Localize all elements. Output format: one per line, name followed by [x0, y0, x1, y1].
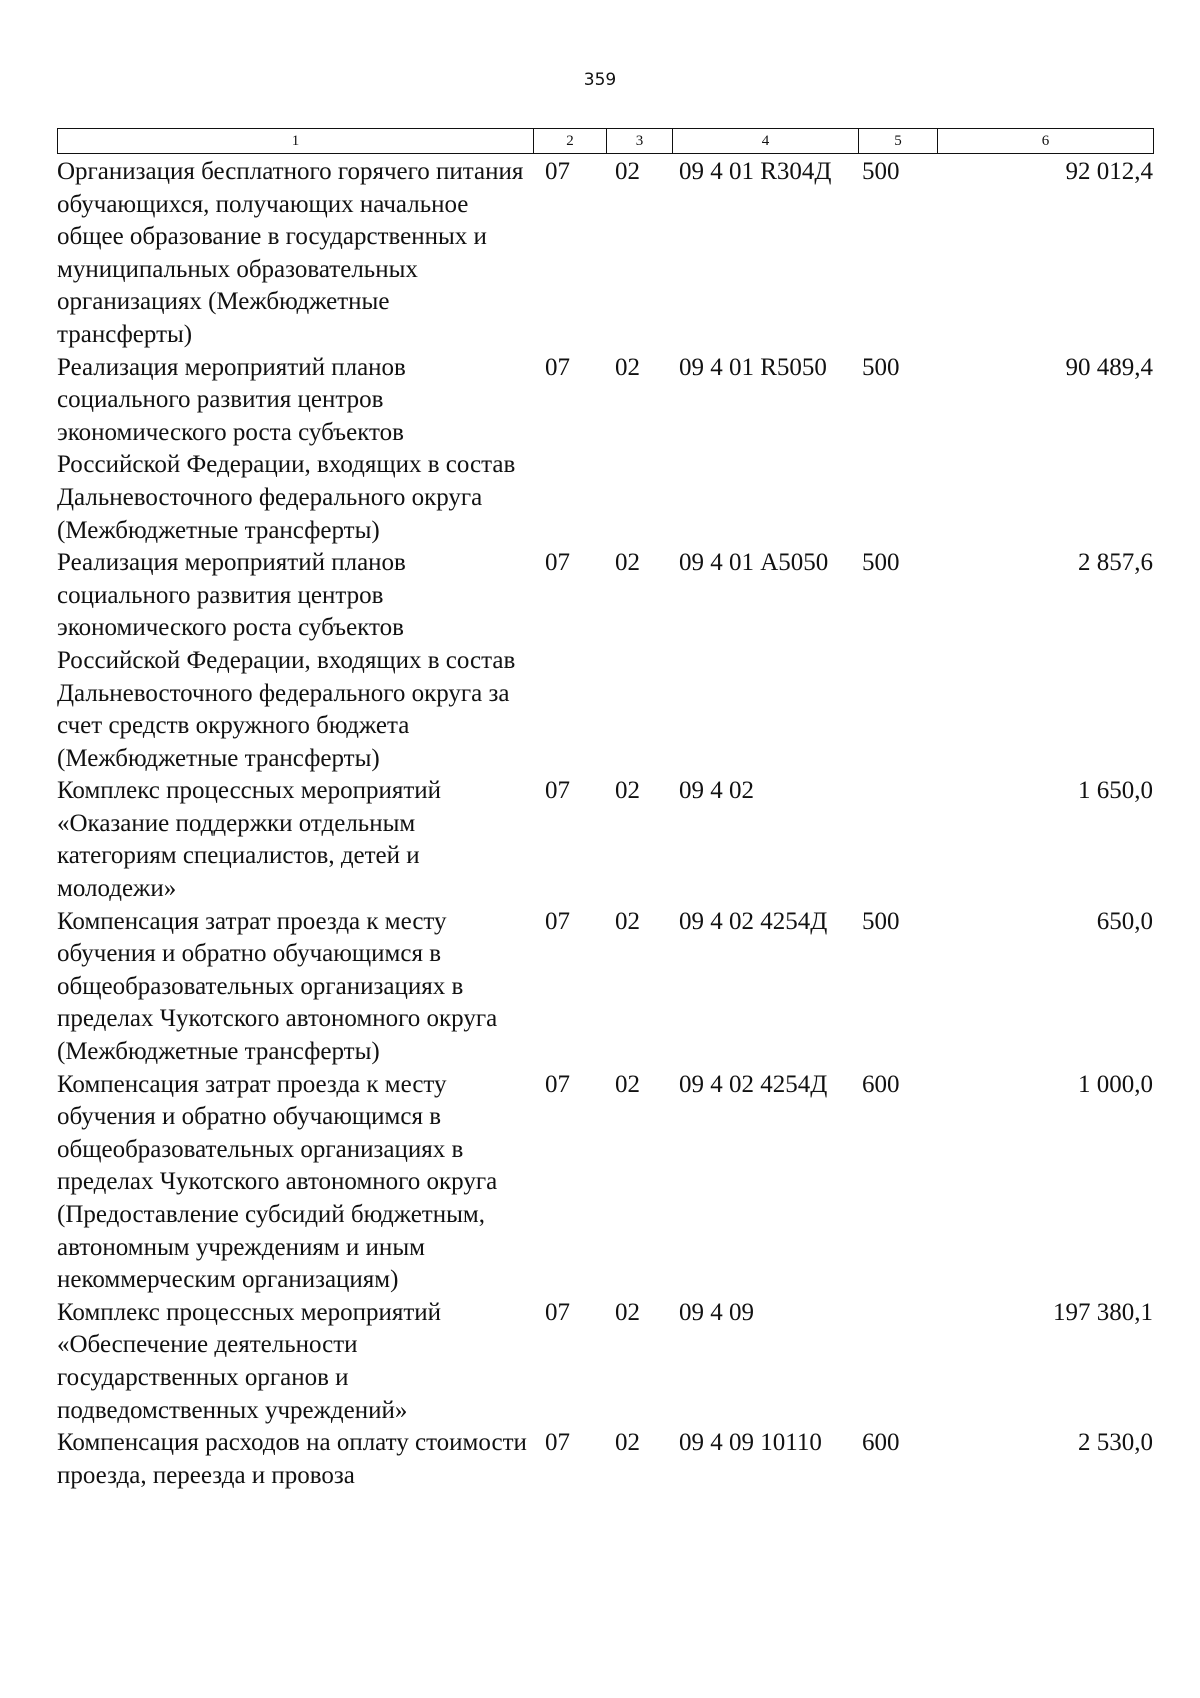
row-amount-cell: 1 000,0	[1078, 1070, 1153, 1098]
table-row	[57, 547, 1153, 775]
column-number-header	[57, 128, 1154, 154]
table-row	[57, 906, 1153, 1069]
row-target-code-cell: 09 4 01 R5050	[679, 353, 827, 381]
row-subsection-cell: 02	[615, 158, 640, 185]
budget-table-body	[57, 156, 1153, 1492]
row-section-cell: 07	[545, 549, 570, 577]
header-cell-5: 5	[859, 129, 938, 154]
row-expense-type-cell	[858, 1297, 937, 1427]
row-target-code-cell: 09 4 09 10110	[679, 1429, 822, 1457]
row-expense-type-cell: 500	[862, 353, 900, 381]
header-cell-6: 6	[938, 129, 1154, 154]
row-amount-cell: 2 530,0	[1078, 1429, 1153, 1457]
row-target-code-cell: 09 4 01 R304Д	[679, 158, 832, 185]
row-amount-cell: 1 650,0	[1078, 777, 1153, 805]
row-section-cell: 07	[545, 158, 570, 185]
row-subsection-cell: 02	[615, 353, 640, 381]
row-expense-type-cell: 600	[862, 1070, 900, 1098]
page-number: 359	[583, 70, 617, 90]
header-cell-2: 2	[534, 129, 607, 154]
table-row	[57, 1297, 1153, 1427]
header-row	[58, 129, 1154, 154]
row-expense-type-cell: 500	[862, 549, 900, 577]
budget-table	[57, 156, 1153, 1492]
table-row	[57, 1069, 1153, 1297]
row-target-code-cell: 09 4 02 4254Д	[679, 907, 828, 935]
row-subsection-cell: 02	[615, 1298, 640, 1326]
row-target-code-cell: 09 4 09	[679, 1298, 754, 1326]
table-row	[57, 156, 1153, 352]
row-name-cell: Реализация мероприятий планов социального развития центров экономического роста субъектов Российской Федерации, входящих в состав Дальневосточного федерального округа за счет средств окружного бюджета (Межбюджетные трансферты)	[57, 549, 516, 772]
row-target-code-cell: 09 4 02 4254Д	[679, 1070, 828, 1098]
header-cell-1: 1	[58, 129, 534, 154]
header-cell-4: 4	[673, 129, 859, 154]
row-subsection-cell: 02	[615, 1429, 640, 1457]
row-expense-type-cell: 500	[862, 907, 900, 935]
row-expense-type-cell: 500	[862, 158, 900, 185]
row-amount-cell: 2 857,6	[1078, 549, 1153, 577]
row-section-cell: 07	[545, 907, 570, 935]
row-name-cell: Комплекс процессных мероприятий «Обеспечение деятельности государственных органов и подведомственных учреждений»	[57, 1298, 442, 1424]
row-section-cell: 07	[545, 353, 570, 381]
row-name-cell: Компенсация расходов на оплату стоимости проезда, переезда и провоза	[57, 1429, 527, 1489]
row-target-code-cell: 09 4 01 А5050	[679, 549, 829, 577]
table-row	[57, 1427, 1153, 1492]
row-target-code-cell: 09 4 02	[679, 777, 754, 805]
row-section-cell: 07	[545, 1298, 570, 1326]
row-section-cell: 07	[545, 1070, 570, 1098]
row-name-cell: Реализация мероприятий планов социального развития центров экономического роста субъектов Российской Федерации, входящих в состав Дальневосточного федерального округа (Межбюджетные трансферты)	[57, 353, 516, 544]
row-name-cell: Компенсация затрат проезда к месту обучения и обратно обучающимся в общеобразовательных организациях в пределах Чукотского автономного округа (Предоставление субсидий бюджетным, автономным учреждениям и иным некоммерческим организациям)	[57, 1070, 498, 1294]
row-subsection-cell: 02	[615, 549, 640, 577]
row-name-cell: Комплекс процессных мероприятий «Оказание поддержки отдельным категориям специалистов, детей и молодежи»	[57, 777, 442, 903]
row-name-cell: Компенсация затрат проезда к месту обучения и обратно обучающимся в общеобразовательных организациях в пределах Чукотского автономного округа (Межбюджетные трансферты)	[57, 907, 498, 1066]
row-amount-cell: 92 012,4	[1065, 158, 1153, 185]
row-amount-cell: 90 489,4	[1065, 353, 1153, 381]
row-expense-type-cell	[858, 775, 937, 905]
row-subsection-cell: 02	[615, 1070, 640, 1098]
row-amount-cell: 650,0	[1096, 907, 1153, 935]
row-subsection-cell: 02	[615, 907, 640, 935]
row-section-cell: 07	[545, 1429, 570, 1457]
row-name-cell: Организация бесплатного горячего питания обучающихся, получающих начальное общее образование в государственных и муниципальных образовательных организациях (Межбюджетные трансферты)	[57, 158, 524, 348]
table-row	[57, 352, 1153, 548]
table-row	[57, 775, 1153, 905]
row-subsection-cell: 02	[615, 777, 640, 805]
row-section-cell: 07	[545, 777, 570, 805]
header-cell-3: 3	[607, 129, 673, 154]
row-amount-cell: 197 380,1	[1053, 1298, 1153, 1326]
row-expense-type-cell: 600	[862, 1429, 900, 1457]
